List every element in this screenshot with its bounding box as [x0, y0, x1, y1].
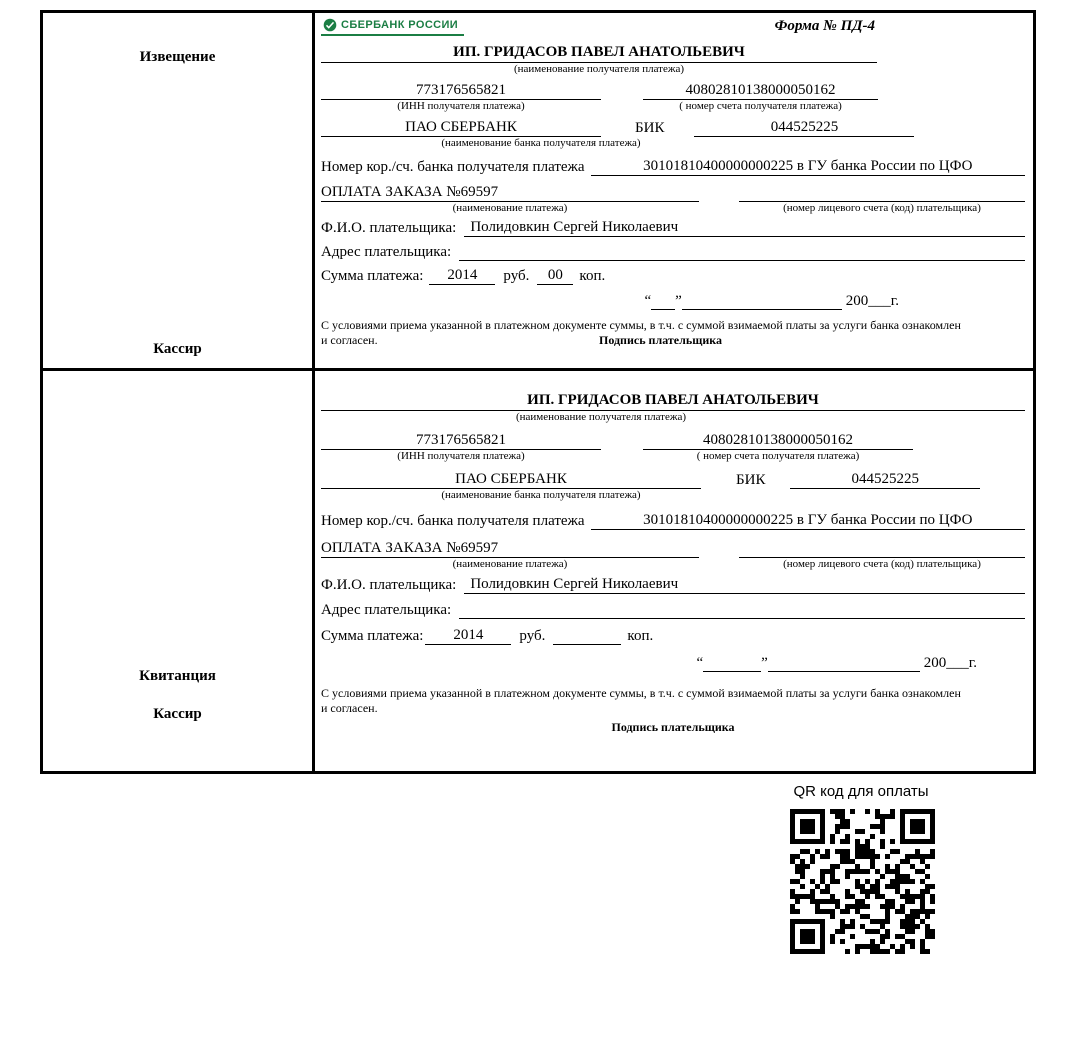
corr-row	[321, 158, 1025, 176]
inn-account-captions	[321, 100, 1025, 113]
purpose-caption: (наименование платежа)	[452, 202, 568, 214]
purpose-caption: (наименование платежа)	[452, 558, 568, 570]
address-blank-line	[459, 260, 1025, 261]
address-blank-line	[459, 618, 1025, 619]
date-quote-close: ”	[675, 293, 682, 309]
form-number: Форма № ПД-4	[774, 18, 875, 34]
rub-label: руб.	[503, 268, 530, 284]
date-month-line	[682, 309, 842, 310]
payer-label: Ф.И.О. плательщика:	[321, 220, 457, 236]
address-row	[321, 244, 1025, 261]
payer-account-caption: (номер лицевого счета (код) плательщика)	[783, 558, 981, 570]
bik-value: 044525225	[694, 119, 914, 137]
notice-stub	[43, 13, 315, 368]
qr-block	[770, 783, 952, 954]
sum-rub-value: 2014	[425, 627, 511, 645]
kop-label: коп.	[627, 628, 654, 644]
sum-kop-value	[553, 644, 621, 645]
corr-row	[321, 512, 1025, 530]
account-caption: ( номер счета получателя платежа)	[679, 100, 842, 112]
inn-account-captions	[321, 450, 1025, 463]
purpose-captions	[321, 558, 1025, 571]
bik-label: БИК	[635, 120, 665, 136]
date-year: 200___г.	[845, 293, 899, 309]
agreement-text: С условиями приема указанной в платежном документе суммы, в т.ч. с суммой взимаемой платы за услуги банка ознакомлен и согласен.	[321, 318, 961, 347]
recipient-name: ИП. ГРИДАСОВ ПАВЕЛ АНАТОЛЬЕВИЧ	[321, 44, 877, 63]
account-value: 40802810138000050162	[643, 82, 878, 100]
recipient-caption: (наименование получателя платежа)	[515, 411, 687, 423]
bank-row	[321, 471, 1025, 489]
sberbank-logo-icon	[323, 18, 337, 32]
sum-rub-value: 2014	[429, 267, 495, 285]
payer-row	[321, 576, 1025, 594]
payer-account-caption: (номер лицевого счета (код) плательщика)	[783, 202, 981, 214]
bank-name: ПАО СБЕРБАНК	[321, 119, 601, 137]
purpose-captions	[321, 202, 1025, 215]
sberbank-logo	[321, 18, 464, 36]
receipt-stub	[43, 371, 315, 771]
signature-label: Подпись плательщика	[611, 720, 735, 734]
payer-name: Полидовкин Сергей Николаевич	[464, 576, 702, 594]
receipt-cashier-label: Кассир	[153, 706, 202, 722]
corr-value: 30101810400000000225 в ГУ банка России по ЦФО	[591, 158, 1025, 176]
date-day-line	[651, 309, 675, 310]
purpose-row	[321, 184, 1025, 202]
date-day-line	[703, 671, 761, 672]
address-label: Адрес плательщика:	[321, 602, 452, 618]
sum-label: Сумма платежа:	[321, 268, 424, 284]
receipt-body	[315, 371, 1033, 771]
receipt-stub-label: Квитанция	[139, 668, 216, 684]
payment-purpose: ОПЛАТА ЗАКАЗА №69597	[321, 184, 699, 202]
date-year: 200___г.	[923, 655, 977, 671]
corr-value: 30101810400000000225 в ГУ банка России по ЦФО	[591, 512, 1025, 530]
sum-kop-value: 00	[537, 267, 573, 285]
bank-caption: (наименование банка получателя платежа)	[441, 489, 641, 501]
address-row	[321, 602, 1025, 619]
agreement-block	[321, 318, 969, 348]
recipient-name: ИП. ГРИДАСОВ ПАВЕЛ АНАТОЛЬЕВИЧ	[321, 392, 1025, 411]
inn-account-row	[321, 432, 1025, 450]
qr-code	[790, 809, 935, 954]
bik-value: 044525225	[790, 471, 980, 489]
payer-label: Ф.И.О. плательщика:	[321, 577, 457, 593]
inn-value: 773176565821	[321, 432, 601, 450]
receipt-section	[43, 371, 1033, 771]
payer-name: Полидовкин Сергей Николаевич	[464, 219, 702, 237]
payer-name-line	[702, 236, 1025, 237]
account-caption: ( номер счета получателя платежа)	[696, 450, 860, 462]
qr-title: QR код для оплаты	[793, 783, 929, 800]
date-quote-close: ”	[761, 655, 768, 671]
bank-name: ПАО СБЕРБАНК	[321, 471, 701, 489]
sberbank-logo-text: СБЕРБАНК РОССИИ	[341, 19, 459, 31]
date-month-line	[768, 671, 920, 672]
signature-label: Подпись плательщика	[599, 333, 722, 347]
account-value: 40802810138000050162	[643, 432, 913, 450]
kop-label: коп.	[579, 268, 606, 284]
date-quote-open: “	[696, 655, 704, 671]
notice-section	[43, 13, 1033, 371]
date-row	[321, 655, 977, 672]
notice-body	[315, 13, 1033, 368]
notice-header-row	[321, 18, 1025, 42]
address-label: Адрес плательщика:	[321, 244, 452, 260]
bik-label: БИК	[736, 472, 766, 488]
corr-label: Номер кор./сч. банка получателя платежа	[321, 159, 585, 175]
corr-label: Номер кор./сч. банка получателя платежа	[321, 513, 585, 529]
inn-caption: (ИНН получателя платежа)	[397, 100, 525, 112]
recipient-caption: (наименование получателя платежа)	[513, 63, 685, 75]
agreement-text: С условиями приема указанной в платежном документе суммы, в т.ч. с суммой взимаемой платы за услуги банка ознакомлен и согласен.	[321, 686, 961, 715]
inn-value: 773176565821	[321, 82, 601, 100]
inn-caption: (ИНН получателя платежа)	[397, 450, 525, 462]
date-quote-open: “	[644, 293, 652, 309]
sum-row	[321, 267, 1025, 285]
sum-row	[321, 627, 1025, 645]
payer-row	[321, 219, 1025, 237]
inn-account-row	[321, 82, 1025, 100]
payment-purpose: ОПЛАТА ЗАКАЗА №69597	[321, 540, 699, 558]
rub-label: руб.	[519, 628, 546, 644]
agreement-block	[321, 686, 969, 716]
notice-stub-label: Извещение	[139, 49, 216, 65]
date-row	[321, 293, 899, 310]
purpose-row	[321, 540, 1025, 558]
notice-cashier-label: Кассир	[153, 341, 202, 357]
bank-caption: (наименование банка получателя платежа)	[441, 137, 641, 149]
sum-label: Сумма платежа:	[321, 628, 424, 644]
bank-row	[321, 119, 1025, 137]
form-frame	[40, 10, 1036, 774]
payer-name-line	[702, 593, 1025, 594]
